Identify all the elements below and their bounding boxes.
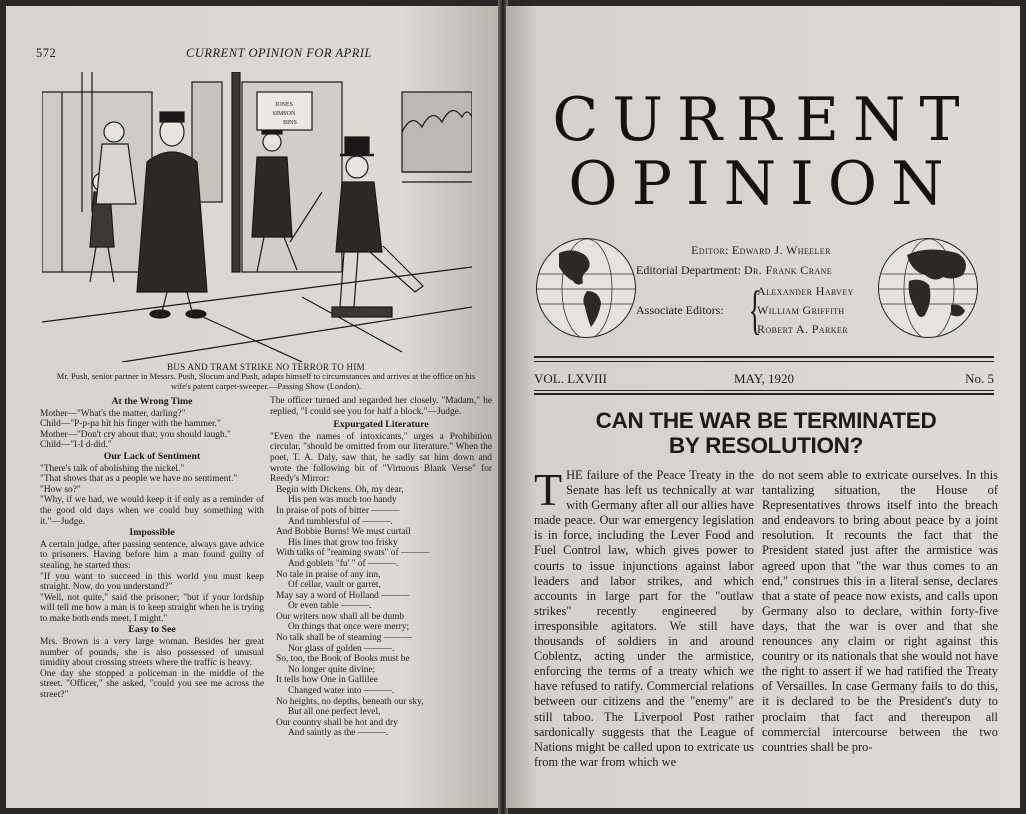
department-label: Editorial Department:: [636, 263, 741, 277]
verse-line: Nor glass of golden ———.: [288, 643, 395, 654]
paragraph: "Even the names of intoxicants," urges a Prohibition circular, "should be omitted from our literature." When the poet, T. A. Daly, saw that, he sadly sat him down and wrote the following bit of "Virtuous Blank Verse" for Reedy's Mirror:: [270, 431, 492, 485]
section-heading: Our Lack of Sentiment: [103, 450, 201, 462]
paragraph: "Why, if we had, we would keep it if only as a reminder of the good old days when we could buy something with it."—Judge.: [40, 495, 264, 527]
paragraph: "If you want to succeed in this world you must keep straight. Now, do you understand?": [40, 571, 264, 593]
paragraph: The officer turned and regarded her closely. "Madam," he replied, "I could see you for half a block."—Judge.: [270, 396, 492, 417]
cartoon-caption-title: BUS AND TRAM STRIKE NO TERROR TO HIM: [167, 362, 365, 372]
paragraph: "There's talk of abolishing the nickel.": [40, 463, 185, 474]
associate-editor: Robert A. Parker: [757, 322, 848, 336]
verse-line: Our writers now shall all be dumb: [276, 611, 405, 622]
brace-icon: {: [748, 280, 762, 340]
bottom-rule: [534, 393, 994, 395]
top-rule: [534, 356, 994, 358]
verse-line: And tumblersful of ———.: [288, 516, 393, 527]
headline-line-2: BY RESOLUTION?: [668, 433, 864, 458]
verse-line: It tells how One in Gallilee: [276, 675, 378, 686]
article-text: do not seem able to extricate ourselves. In this tantalizing situation, the House of Representatives throws itself into the breach and endeavors to bring about peace by a joint resolution. It recounts the fact that the President stated just after the armistice was agreed upon that "the war thus comes to an end," construes this in a literal sense, declares that a state of peace now exists, and calls upon Germany also to declare, within forty-five days, that the war is over and that she renounces any claim or right against this country or its nationals that she would not have the right to assert if we had ratified the Treaty of Versailles. In case Germany fails to do this, it is declared to be the President's duty to proclaim that fact and thereupon all commercial intercourse between the two countries shall be pro-: [762, 468, 998, 754]
paragraph: Child—"P-p-pa hit his finger with the hammer.": [40, 419, 221, 430]
editor-line: [636, 240, 886, 260]
verse-line: In praise of pots of bitter ———: [276, 505, 400, 516]
verse-line: But all one perfect level,: [288, 707, 381, 718]
cartoon-caption-body: Mr. Push, senior partner in Messrs. Push, Slocum and Push, adapts himself to circumstances and arrives at the office on his wife's patent carpet-sweeper.—Passing Show (London).: [56, 371, 476, 391]
bottom-rule-thin: [534, 390, 994, 391]
left-column-2: [270, 396, 492, 739]
associate-editors-label: Associate Editors:: [636, 303, 724, 317]
eastern-hemisphere-globe-icon: [878, 238, 978, 338]
staff-listing: [636, 240, 886, 340]
paragraph: A certain judge, after passing sentence, always gave advice to prisoners. Having before him a man found guilty of stealing, he started thus:: [40, 539, 264, 571]
verse-line: Begin with Dickens. Oh, my dear,: [276, 484, 404, 495]
masthead-line-2: OPINION: [568, 149, 958, 219]
section-heading: Expurgated Literature: [333, 419, 429, 431]
verse-line: Our country shall be hot and dry: [276, 717, 398, 728]
verse-line: His pen was much too handy: [288, 495, 397, 506]
verse-line: No talk shall be of steaming ———: [276, 633, 412, 644]
section-heading: Impossible: [129, 527, 175, 539]
article-column-2: [762, 468, 998, 755]
article-text: HE failure of the Peace Treaty in the Senate has left us technically at war with Germany after all our allies have made peace. Our war emergency legislation is in force, including the Lever Food and Fuel Control law, which gives power to courts to issue injunctions against labor leaders and labor strikes, and which accounts in large part for the "outlaw strikes" recently engineered by irresponsible agitators. We still have thousands of soldiers in and around Coblentz, acting under the armistice, enforcing the terms of a treaty which we have refused to ratify. Commercial relations between our citizens and the "enemy" are still taboo. The Liverpool Post rather sardonically suggests that the League of Nations might be called upon to extricate us from the war from which we: [534, 468, 754, 769]
verse-line: And saintly as the ———.: [288, 728, 389, 739]
associate-editors: [636, 282, 886, 342]
section-heading: Easy to See: [128, 624, 176, 636]
verse-line: And Bobbie Burns! We must curtail: [276, 527, 411, 538]
top-rule-thin: [534, 361, 994, 362]
paragraph: "That shows that as a people we have no sentiment.": [40, 474, 238, 485]
paragraph: Mrs. Brown is a very large woman. Besides her great number of pounds, she is also possessed of unusual timidity about crossing streets where the traffic is heavy.: [40, 637, 264, 669]
western-hemisphere-globe-icon: [536, 238, 636, 338]
section-heading: At the Wrong Time: [111, 396, 193, 407]
paragraph: Child—"I-I d-did.": [40, 440, 112, 451]
department-name: Dr. Frank Crane: [743, 263, 833, 277]
editor-name: Edward J. Wheeler: [731, 243, 831, 257]
verse-line: His lines that grow too frisky: [288, 537, 398, 548]
verse-line: And goblets "fu' " of ———.: [288, 558, 399, 569]
volume-number: VOL. LXVIII: [534, 371, 607, 386]
editor-label: Editor:: [691, 243, 729, 257]
verse-line: Or even table ———.: [288, 601, 372, 612]
cartoon-illustration: [42, 72, 472, 362]
page-number: 572: [36, 46, 57, 60]
article-headline: [536, 408, 996, 458]
paragraph: Mother—"Don't cry about that; you should laugh.": [40, 429, 231, 440]
running-head-title: CURRENT OPINION FOR APRIL: [186, 46, 372, 60]
verse-line: May say a word of Holland ———: [276, 590, 410, 601]
verse-line: Of cellar, vault or garret,: [288, 580, 381, 591]
cartoon-sign-line-3: BINS: [283, 120, 297, 126]
verse-line: Changed water into ———.: [288, 686, 395, 697]
left-page: [6, 6, 500, 808]
associate-editor: William Griffith: [757, 303, 845, 317]
right-page: [506, 6, 1020, 808]
drop-cap: T: [534, 464, 563, 515]
headline-line-1: CAN THE WAR BE TERMINATED: [595, 408, 937, 433]
masthead-line-1: CURRENT: [552, 85, 974, 155]
article-column-1: [534, 464, 754, 770]
paragraph: Mother—"What's the matter, darling?": [40, 408, 186, 419]
verse-line: No heights, no depths, beneath our sky,: [276, 696, 424, 707]
cartoon-sign-line-2: SIMSON: [272, 111, 296, 117]
cartoon-sign-line-1: JONES: [274, 102, 294, 108]
associate-editor-names: [757, 282, 854, 339]
paragraph: One day she stopped a policeman in the middle of the street. "Officer," she asked, "could you see me across the street?": [40, 668, 264, 701]
issue-number: No. 5: [965, 371, 994, 386]
paragraph: "How so?": [40, 484, 81, 495]
verse-line: So, too, the Book of Books must be: [276, 654, 410, 665]
verse-line: No longer quite divine;: [288, 664, 376, 675]
associate-editor: Alexander Harvey: [757, 284, 854, 298]
issue-date: MAY, 1920: [734, 371, 794, 386]
paragraph: "Well, not quite," said the prisoner; "but if your lordship will tell me how a man is to keep straight when he is trying to make both ends meet, I might.": [40, 592, 264, 624]
department-line: [636, 260, 886, 280]
verse-line: No tale in praise of any inn,: [276, 569, 381, 580]
verse-line: With talks of "reaming swats" of ———: [276, 548, 430, 559]
masthead: [506, 85, 1020, 219]
verse: [276, 485, 492, 739]
left-column-1: [40, 396, 264, 701]
verse-line: On things that once were merry;: [288, 622, 410, 633]
